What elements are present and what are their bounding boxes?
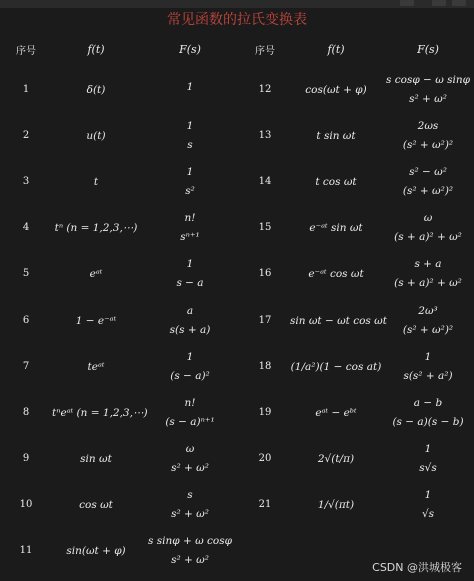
laplace-transform (140, 436, 240, 482)
time-function (52, 112, 140, 158)
time-function (52, 482, 140, 528)
time-function (52, 297, 140, 343)
laplace-transform (140, 528, 240, 574)
function-expression: e⁻ᵃᵗ sin ωt (309, 222, 363, 235)
numerator: s (187, 489, 193, 502)
row-number: 13 (258, 129, 272, 141)
numerator: s + a (414, 258, 442, 271)
row-number: 11 (19, 545, 33, 557)
laplace-transform (140, 251, 240, 297)
denominator: (s − a)(s − b) (392, 415, 464, 428)
row-number: 9 (22, 453, 30, 465)
header-index: 序号 (255, 45, 275, 57)
denominator: s² (185, 184, 195, 197)
row-number: 5 (22, 268, 30, 280)
time-function (52, 158, 140, 204)
function-expression: cos ωt (79, 499, 113, 512)
transform-fraction (422, 488, 434, 521)
transform-fraction (419, 442, 436, 475)
transform-fraction (403, 350, 452, 383)
function-expression: δ(t) (86, 83, 106, 96)
table-row (0, 297, 474, 343)
numerator: ω (185, 443, 195, 456)
denominator: √s (421, 508, 435, 521)
time-function (290, 66, 382, 112)
header-F: F(s) (179, 42, 201, 56)
numerator: 1 (424, 443, 432, 456)
header-f: f(t) (327, 42, 345, 56)
row-number: 16 (258, 268, 272, 280)
laplace-transform (382, 389, 474, 435)
denominator: (s − a)ⁿ⁺¹ (165, 415, 215, 428)
time-function (290, 482, 382, 528)
table-row (0, 251, 474, 297)
row-number: 18 (258, 360, 272, 372)
numerator: s sinφ + ω cosφ (148, 535, 232, 548)
transform-fraction (403, 304, 453, 337)
numerator: 1 (424, 350, 432, 363)
denominator: (s² + ω²)² (402, 184, 454, 197)
numerator: n! (184, 212, 196, 225)
denominator: (s + a)² + ω² (394, 277, 462, 290)
denominator: s(s + a) (169, 323, 211, 336)
header-index: 序号 (16, 45, 36, 57)
denominator: s − a (176, 277, 204, 290)
laplace-transform (140, 66, 240, 112)
table-row (0, 389, 474, 435)
top-toolbar (0, 0, 474, 8)
row-number: 21 (258, 499, 272, 511)
numerator: 1 (186, 80, 194, 93)
time-function (290, 343, 382, 389)
function-expression: u(t) (86, 129, 106, 142)
table-row (0, 343, 474, 389)
numerator: a (186, 304, 194, 317)
row-number: 1 (22, 83, 30, 95)
transform-fraction (180, 211, 199, 244)
function-expression: 2√(t/π) (317, 453, 355, 466)
function-expression: t sin ωt (316, 129, 356, 142)
time-function (52, 251, 140, 297)
row-number: 14 (258, 175, 272, 187)
function-expression: e⁻ᵃᵗ cos ωt (308, 268, 364, 281)
function-expression: eᵃᵗ − eᵇᵗ (315, 406, 357, 419)
laplace-transform (140, 343, 240, 389)
laplace-transform (382, 112, 474, 158)
denominator: (s + a)² + ω² (394, 231, 462, 244)
function-expression: sin ωt (80, 453, 112, 466)
header-F: F(s) (417, 42, 439, 56)
numerator: s² − ω² (409, 165, 447, 178)
laplace-transform (140, 482, 240, 528)
row-number: 19 (258, 406, 272, 418)
laplace-transform (140, 205, 240, 251)
function-expression: tⁿeᵃᵗ (n = 1,2,3,⋯) (52, 406, 148, 419)
numerator: 2ωs (417, 119, 439, 132)
table-row (0, 158, 474, 204)
transform-fraction (171, 488, 209, 521)
laplace-transform (140, 389, 240, 435)
row-number: 17 (258, 314, 272, 326)
function-expression: sin ωt − ωt cos ωt (290, 314, 387, 327)
time-function (52, 66, 140, 112)
numerator: 2ω³ (418, 304, 438, 317)
table-row (0, 112, 474, 158)
numerator: 1 (186, 350, 194, 363)
denominator: s² + ω² (409, 92, 447, 105)
denominator: (s − a)² (170, 369, 210, 382)
function-expression: (1/a²)(1 − cos at) (290, 360, 382, 373)
function-expression: t (93, 175, 99, 188)
transform-fraction (165, 396, 214, 429)
denominator: s(s² + a²) (403, 369, 453, 382)
time-function (290, 389, 382, 435)
row-number: 3 (22, 175, 30, 187)
time-function (290, 436, 382, 482)
time-function (290, 112, 382, 158)
function-expression: tⁿ (n = 1,2,3,⋯) (54, 222, 138, 235)
transform-fraction (403, 119, 453, 152)
transform-fraction (170, 350, 210, 383)
denominator: sⁿ⁺¹ (180, 231, 200, 244)
transform-fraction (392, 396, 463, 429)
numerator: ω (423, 212, 433, 225)
row-number: 6 (22, 314, 30, 326)
numerator: 1 (186, 119, 194, 132)
header-f: f(t) (87, 42, 105, 56)
transform-fraction (187, 80, 194, 99)
function-expression: 1/√(πt) (317, 499, 355, 512)
transform-fraction (187, 119, 194, 152)
row-number: 2 (22, 129, 30, 141)
toolbar-button[interactable] (432, 0, 446, 6)
denominator: (s² + ω²)² (402, 323, 454, 336)
laplace-transform (382, 343, 474, 389)
row-number: 20 (258, 453, 272, 465)
table-header-row (0, 32, 474, 66)
laplace-transform (382, 251, 474, 297)
function-expression: cos(ωt + φ) (305, 83, 367, 96)
numerator: n! (184, 396, 196, 409)
page-title: 常见函数的拉氏变换表 (167, 12, 307, 28)
transform-fraction (394, 257, 462, 290)
laplace-transform (382, 205, 474, 251)
row-number: 12 (258, 83, 272, 95)
row-number: 15 (258, 222, 272, 234)
laplace-table (0, 32, 474, 574)
transform-fraction (170, 304, 211, 337)
laplace-transform (140, 297, 240, 343)
laplace-transform (382, 66, 474, 112)
numerator: s cosφ − ω sinφ (386, 73, 470, 86)
row-number: 4 (22, 222, 30, 234)
transform-fraction (148, 534, 232, 567)
laplace-transform (140, 112, 240, 158)
table-row (0, 436, 474, 482)
transform-fraction (176, 257, 203, 290)
time-function (52, 389, 148, 435)
function-expression: 1 − e⁻ᵃᵗ (75, 314, 117, 327)
laplace-transform (382, 482, 474, 528)
numerator: 1 (186, 165, 194, 178)
numerator: 1 (186, 258, 194, 271)
row-number: 7 (22, 360, 30, 372)
watermark: CSDN @洪城极客 (372, 561, 462, 574)
transform-fraction (403, 165, 453, 198)
denominator: (s² + ω²)² (402, 138, 454, 151)
row-number (240, 528, 290, 574)
transform-fraction (386, 73, 470, 106)
table-row (0, 66, 474, 112)
function-expression: teᵃᵗ (87, 360, 105, 373)
laplace-transform (382, 436, 474, 482)
function-expression: sin(ωt + φ) (66, 545, 126, 558)
time-function (52, 528, 140, 574)
denominator: s² + ω² (171, 508, 209, 521)
numerator: a − b (413, 396, 443, 409)
denominator: s√s (419, 462, 437, 475)
table-row (0, 482, 474, 528)
time-function (290, 251, 382, 297)
time-function (290, 205, 382, 251)
transform-fraction (171, 442, 209, 475)
denominator: s (187, 138, 193, 151)
table-row (0, 205, 474, 251)
time-function (290, 158, 382, 204)
time-function (290, 297, 387, 343)
time-function (290, 528, 382, 574)
function-expression: t cos ωt (315, 175, 357, 188)
time-function (52, 343, 140, 389)
numerator: 1 (424, 489, 432, 502)
laplace-transform (382, 158, 474, 204)
denominator: s² + ω² (171, 554, 209, 567)
row-number: 10 (19, 499, 33, 511)
transform-fraction (394, 211, 462, 244)
laplace-transform (382, 297, 474, 343)
time-function (52, 436, 140, 482)
denominator: s² + ω² (171, 462, 209, 475)
toolbar-button[interactable] (452, 0, 466, 6)
transform-fraction (185, 165, 195, 198)
time-function (52, 205, 140, 251)
row-number: 8 (22, 406, 30, 418)
laplace-transform (140, 158, 240, 204)
toolbar-button[interactable] (400, 0, 414, 6)
function-expression: eᵃᵗ (89, 268, 103, 281)
